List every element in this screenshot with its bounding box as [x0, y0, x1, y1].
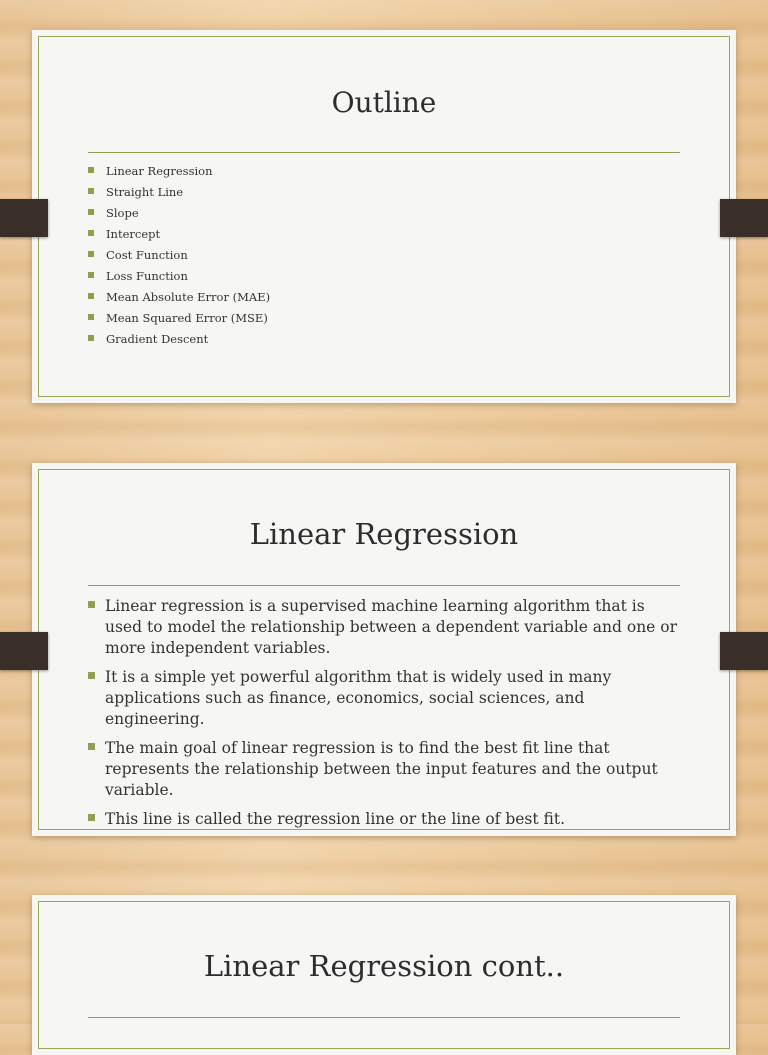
- bullet-text: It is a simple yet powerful algorithm that is widely used in many applications such as finance, economics, social sciences, and engineering.: [105, 668, 612, 728]
- bullet-square-icon: [88, 230, 94, 236]
- title-divider: [88, 1017, 680, 1018]
- bullet-text: Straight Line: [106, 185, 184, 199]
- binder-clip-left: [0, 632, 48, 670]
- bullet-square-icon: [88, 743, 95, 750]
- bullet-item: [88, 248, 648, 269]
- bullet-item: [88, 667, 680, 730]
- bullet-text: Mean Absolute Error (MAE): [106, 290, 271, 304]
- title-divider: [88, 585, 680, 586]
- slide-title: Linear Regression: [249, 517, 519, 551]
- bullet-item: [88, 596, 680, 659]
- binder-clip-right: [720, 199, 768, 237]
- bullet-square-icon: [88, 335, 94, 341]
- binder-clip-right: [720, 632, 768, 670]
- slide-title: Linear Regression cont..: [203, 949, 565, 983]
- bullet-item: [88, 332, 648, 353]
- bullet-square-icon: [88, 188, 94, 194]
- bullet-text: Gradient Descent: [106, 332, 209, 346]
- bullet-square-icon: [88, 209, 94, 215]
- bullet-text: Mean Squared Error (MSE): [106, 311, 268, 325]
- slide-linear-regression: [32, 463, 736, 836]
- bullet-text: Linear Regression: [106, 164, 213, 178]
- bullet-item: [88, 206, 648, 227]
- bullet-list: [88, 164, 648, 353]
- bullet-square-icon: [88, 293, 94, 299]
- bullet-item: [88, 269, 648, 290]
- bullet-square-icon: [88, 314, 94, 320]
- bullet-square-icon: [88, 167, 94, 173]
- bullet-square-icon: [88, 251, 94, 257]
- bullet-text: Slope: [106, 206, 139, 220]
- bullet-item: [88, 164, 648, 185]
- bullet-text: Cost Function: [106, 248, 188, 262]
- slide-outline: [32, 30, 736, 403]
- bullet-text: Intercept: [106, 227, 161, 241]
- binder-clip-left: [0, 199, 48, 237]
- bullet-text: Linear regression is a supervised machine learning algorithm that is used to model the relationship between a dependent variable and one or more independent variables.: [105, 597, 678, 657]
- bullet-square-icon: [88, 814, 95, 821]
- bullet-text: The main goal of linear regression is to find the best fit line that represents the relationship between the input features and the output variable.: [105, 739, 658, 799]
- slide-title: Outline: [331, 86, 437, 119]
- bullet-item: [88, 290, 648, 311]
- bullet-item: [88, 185, 648, 206]
- bullet-text: Loss Function: [106, 269, 188, 283]
- bullet-item: [88, 809, 680, 830]
- bullet-item: [88, 311, 648, 332]
- bullet-item: [88, 227, 648, 248]
- bullet-list: [88, 596, 680, 838]
- bullet-square-icon: [88, 672, 95, 679]
- slide-linear-regression-cont: [32, 895, 736, 1055]
- bullet-square-icon: [88, 601, 95, 608]
- bullet-text: This line is called the regression line or the line of best fit.: [105, 810, 566, 828]
- bullet-square-icon: [88, 272, 94, 278]
- bullet-item: [88, 738, 680, 801]
- title-divider: [88, 152, 680, 153]
